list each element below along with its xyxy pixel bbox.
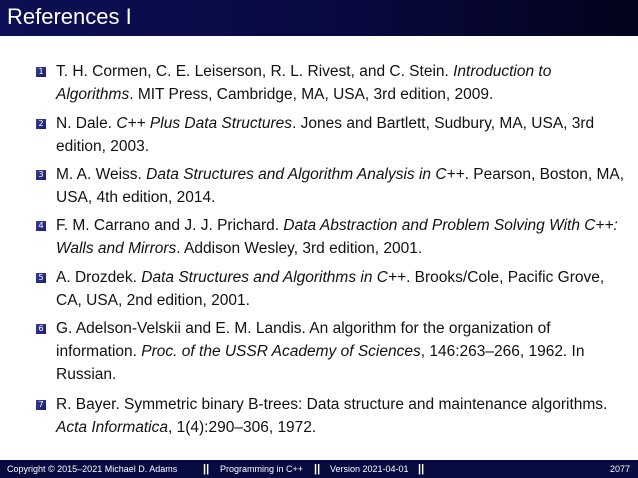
item-number-marker: 5 (36, 273, 46, 283)
item-number-marker: 4 (36, 221, 46, 231)
footer-copyright: Copyright © 2015–2021 Michael D. Adams (7, 464, 178, 474)
reference-text (56, 60, 626, 106)
reference-title: Acta Informatica (56, 419, 168, 436)
reference-title: Data Structures and Algorithms in C++ (141, 269, 407, 286)
reference-text (56, 163, 626, 209)
reference-publication: . Jones and Bartlett, Sudbury, MA, USA, 3rd edition, 2003. (56, 115, 595, 155)
reference-publication: . MIT Press, Cambridge, MA, USA, 3rd edition, 2009. (129, 86, 494, 103)
item-number-marker: 3 (36, 170, 46, 180)
item-number-marker: 7 (36, 400, 46, 410)
reference-title: C++ Plus Data Structures (116, 115, 293, 132)
reference-title: Data Structures and Algorithm Analysis in C++ (146, 166, 465, 183)
reference-text (56, 393, 626, 439)
reference-authors: A. Drozdek. (56, 269, 142, 286)
footer-separator: || (314, 463, 321, 475)
reference-authors: T. H. Cormen, C. E. Leiserson, R. L. Rivest, and C. Stein. (56, 63, 454, 80)
reference-authors: G. Adelson-Velskii and E. M. Landis. An algorithm for the organization of information. (56, 320, 551, 360)
footer-page-number: 2077 (609, 464, 630, 474)
footer-course: Programming in C++ (220, 464, 304, 474)
reference-publication: . Addison Wesley, 3rd edition, 2001. (176, 240, 423, 257)
reference-authors: F. M. Carrano and J. J. Prichard. (56, 217, 284, 234)
reference-text (56, 112, 626, 158)
footer-version: Version 2021-04-01 (330, 464, 409, 474)
reference-authors: M. A. Weiss. (56, 166, 147, 183)
reference-text (56, 266, 626, 312)
footer-separator: || (203, 463, 210, 475)
footer-bar (0, 460, 638, 478)
reference-title: Introduction to Algorithms (56, 63, 552, 103)
reference-title: Proc. of the USSR Academy of Sciences (141, 343, 421, 360)
item-number-marker: 6 (36, 324, 46, 334)
reference-publication: . Pearson, Boston, MA, USA, 4th edition, 2014. (56, 166, 625, 206)
reference-title: Data Abstraction and Problem Solving With C++: Walls and Mirrors (56, 217, 618, 257)
reference-authors: N. Dale. (56, 115, 117, 132)
item-number-marker: 2 (36, 119, 46, 129)
reference-text (56, 214, 626, 260)
slide-title: References I (7, 4, 132, 29)
footer-separator: || (418, 463, 425, 475)
reference-publication: , 146:263–266, 1962. In Russian. (56, 343, 585, 383)
reference-text (56, 317, 626, 386)
item-number-marker: 1 (36, 67, 46, 77)
reference-publication: , 1(4):290–306, 1972. (168, 419, 317, 436)
reference-publication: . Brooks/Cole, Pacific Grove, CA, USA, 2nd edition, 2001. (56, 269, 605, 309)
reference-authors: R. Bayer. Symmetric binary B-trees: Data structure and maintenance algorithms. (56, 396, 608, 413)
